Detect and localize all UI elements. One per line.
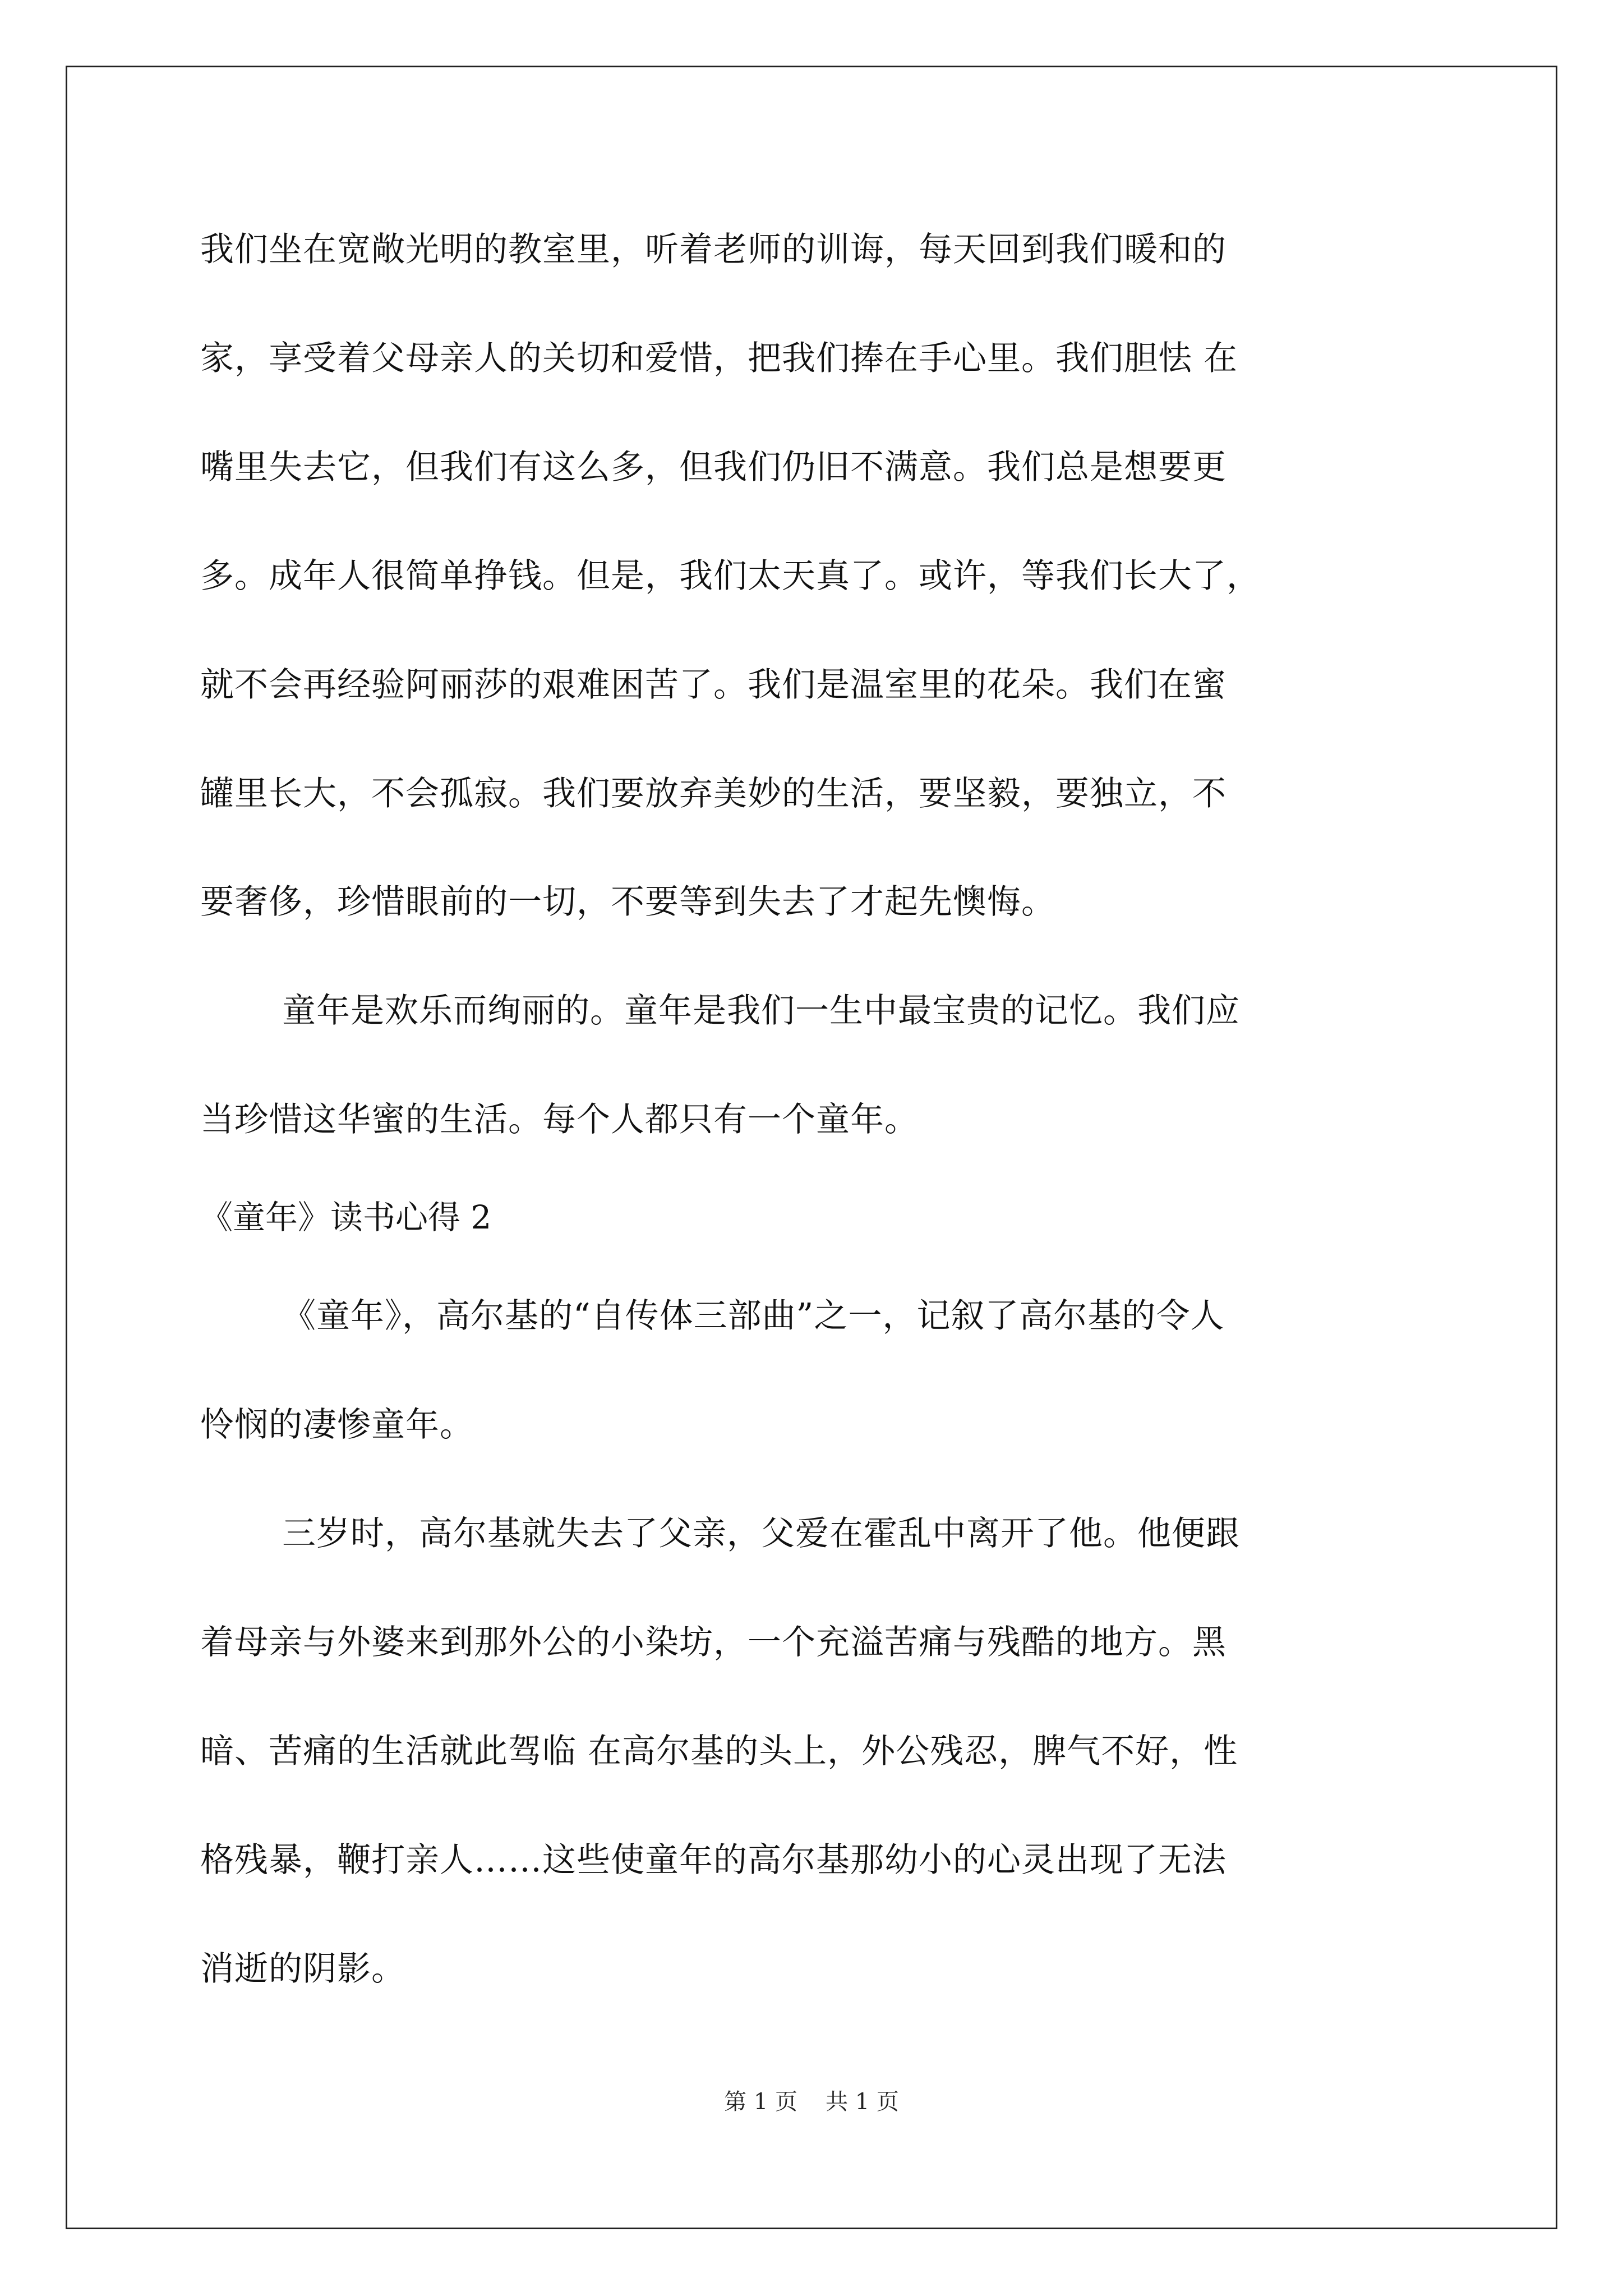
body-line: 童年是欢乐而绚丽的。童年是我们一生中最宝贵的记忆。我们应 [282, 991, 1240, 1030]
page-footer [0, 2088, 1623, 2116]
body-line: 我们坐在宽敞光明的教室里，听着老师的训诲，每天回到我们暖和的 [200, 230, 1227, 269]
page-total: 共 1 页 [826, 2089, 899, 2115]
body-line: 要奢侈，珍惜眼前的一切，不要等到失去了才起先懊悔。 [200, 882, 1055, 922]
body-line: 三岁时，高尔基就失去了父亲，父爱在霍乱中离开了他。他便跟 [282, 1514, 1240, 1553]
body-line: 着母亲与外婆来到那外公的小染坊，一个充溢苦痛与残酷的地方。黑 [200, 1623, 1227, 1662]
body-line: 罐里长大，不会孤寂。我们要放弃美妙的生活，要坚毅，要独立，不 [200, 774, 1227, 813]
body-line: 暗、苦痛的生活就此驾临 在高尔基的头上，外公残忍，脾气不好，性 [200, 1732, 1238, 1771]
body-line: 当珍惜这华蜜的生活。每个人都只有一个童年。 [200, 1100, 919, 1139]
body-line: 就不会再经验阿丽莎的艰难困苦了。我们是温室里的花朵。我们在蜜 [200, 665, 1227, 705]
body-line: 多。成年人很简单挣钱。但是，我们太天真了。或许，等我们长大了， [200, 556, 1261, 596]
body-line: 怜悯的凄惨童年。 [200, 1405, 474, 1444]
body-line: 嘴里失去它，但我们有这么多，但我们仍旧不满意。我们总是想要更 [200, 448, 1227, 487]
page-number: 第 1 页 [724, 2089, 797, 2115]
page-border [66, 66, 1557, 2229]
body-line: 格残暴，鞭打亲人……这些使童年的高尔基那幼小的心灵出现了无法 [200, 1841, 1227, 1880]
section-heading: 《童年》读书心得 2 [200, 1198, 492, 1236]
body-line: 《童年》，高尔基的“自传体三部曲”之一，记叙了高尔基的令人 [282, 1296, 1225, 1336]
body-line: 家，享受着父母亲人的关切和爱惜，把我们捧在手心里。我们胆怯 在 [200, 339, 1238, 378]
body-line: 消逝的阴影。 [200, 1949, 405, 1989]
